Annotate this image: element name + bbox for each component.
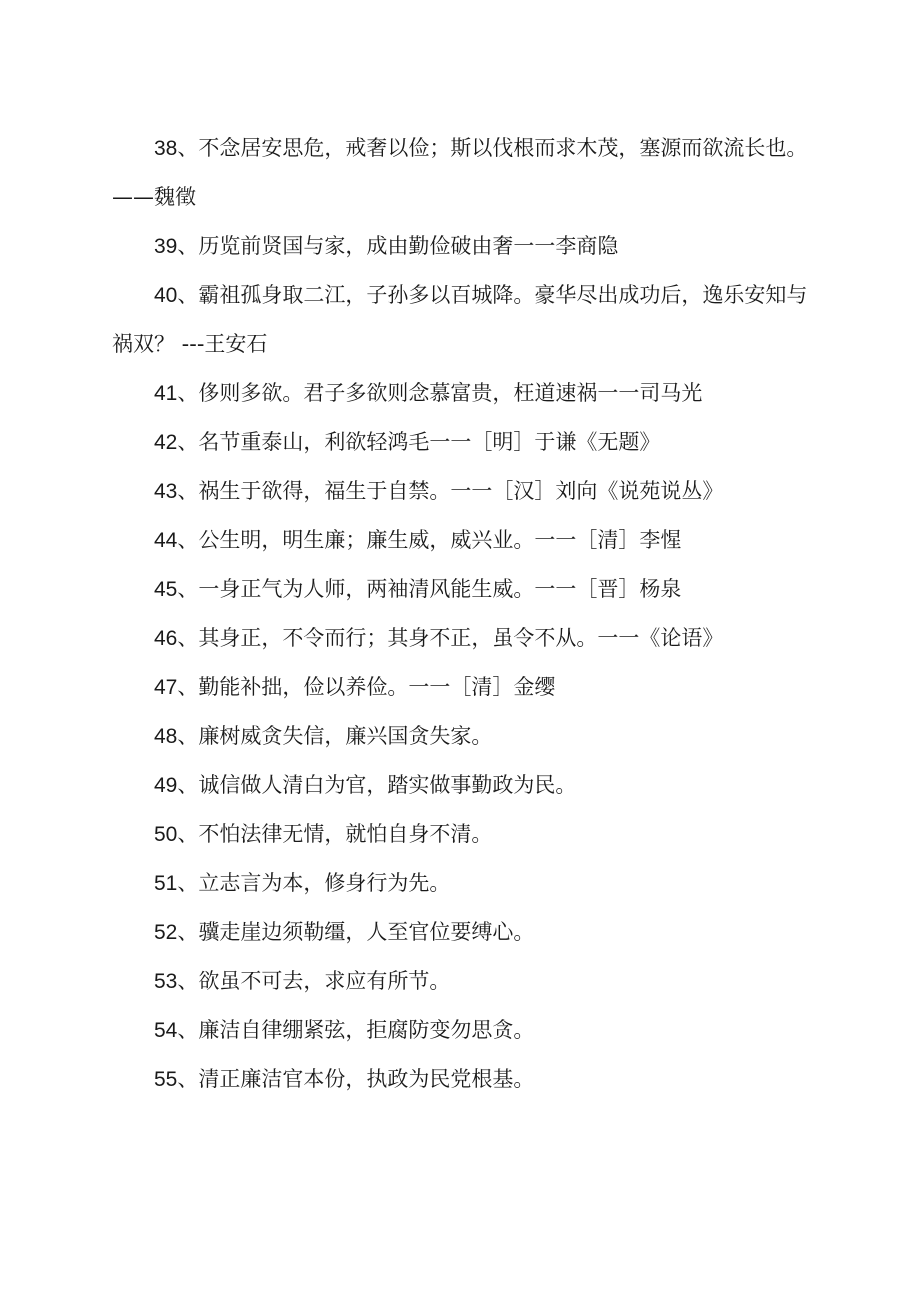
quote-text: 、立志言为本，修身行为先。 <box>177 871 451 895</box>
quote-text: 、一身正气为人师，两袖清风能生威。一一［晋］杨泉 <box>177 577 682 601</box>
quote-number: 48 <box>154 725 178 748</box>
quote-number: 47 <box>154 676 178 699</box>
quote-38-author <box>112 173 812 222</box>
quote-47 <box>112 663 812 712</box>
quote-number: 46 <box>154 627 178 650</box>
quote-number: 40 <box>154 284 178 307</box>
quote-text: 、公生明，明生廉；廉生威，威兴业。一一［清］李惺 <box>177 528 682 552</box>
quote-50 <box>112 810 812 859</box>
quote-number: 42 <box>154 431 178 454</box>
quote-text: 、不怕法律无情，就怕自身不清。 <box>177 822 493 846</box>
quote-text: 、欲虽不可去，求应有所节。 <box>177 969 451 993</box>
quote-number: 45 <box>154 578 178 601</box>
quote-number: 44 <box>154 529 178 552</box>
quote-number: 54 <box>154 1019 178 1042</box>
quote-text: 、诚信做人清白为官，踏实做事勤政为民。 <box>177 773 577 797</box>
quote-48 <box>112 712 812 761</box>
document-body <box>112 124 812 1104</box>
quote-number: 55 <box>154 1068 178 1091</box>
quote-45 <box>112 565 812 614</box>
quote-number: 43 <box>154 480 178 503</box>
quote-text: 、侈则多欲。君子多欲则念慕富贵，枉道速祸一一司马光 <box>177 381 703 405</box>
quote-39 <box>112 222 812 271</box>
quote-number: 50 <box>154 823 178 846</box>
quote-number: 38 <box>154 137 178 160</box>
quote-text: 、名节重泰山，利欲轻鸿毛一一［明］于谦《无题》 <box>177 430 661 454</box>
quote-53 <box>112 957 812 1006</box>
quote-text: 、历览前贤国与家，成由勤俭破由奢一一李商隐 <box>177 234 619 258</box>
quote-44 <box>112 516 812 565</box>
quote-number: 39 <box>154 235 178 258</box>
quote-number: 51 <box>154 872 178 895</box>
quote-54 <box>112 1006 812 1055</box>
quote-40 <box>112 271 812 369</box>
quote-43 <box>112 467 812 516</box>
quote-text: 、廉树威贪失信，廉兴国贪失家。 <box>177 724 493 748</box>
quote-number: 52 <box>154 921 178 944</box>
quote-text: 、其身正，不令而行；其身不正，虽令不从。一一《论语》 <box>177 626 724 650</box>
quote-46 <box>112 614 812 663</box>
quote-51 <box>112 859 812 908</box>
quote-text: 、霸祖孤身取二江，子孙多以百城降。豪华尽出成功后，逸乐安知与祸双？ ---王安石 <box>112 283 808 356</box>
quote-52 <box>112 908 812 957</box>
quote-49 <box>112 761 812 810</box>
quote-text: 、不念居安思危，戒奢以俭；斯以伐根而求木茂，塞源而欲流长也。 <box>177 136 808 160</box>
quote-41 <box>112 369 812 418</box>
quote-number: 53 <box>154 970 178 993</box>
quote-number: 41 <box>154 382 178 405</box>
quote-text: 、勤能补拙，俭以养俭。一一［清］金缨 <box>177 675 556 699</box>
quote-42 <box>112 418 812 467</box>
quote-text: 、骥走崖边须勒缰，人至官位要缚心。 <box>177 920 535 944</box>
quote-38 <box>112 124 812 173</box>
quote-text: 、清正廉洁官本份，执政为民党根基。 <box>177 1067 535 1091</box>
quote-text: 、廉洁自律绷紧弦，拒腐防变勿思贪。 <box>177 1018 535 1042</box>
quote-number: 49 <box>154 774 178 797</box>
quote-55 <box>112 1055 812 1104</box>
quote-attribution: ——魏徵 <box>112 185 196 209</box>
quote-text: 、祸生于欲得，福生于自禁。一一［汉］刘向《说苑说丛》 <box>177 479 724 503</box>
